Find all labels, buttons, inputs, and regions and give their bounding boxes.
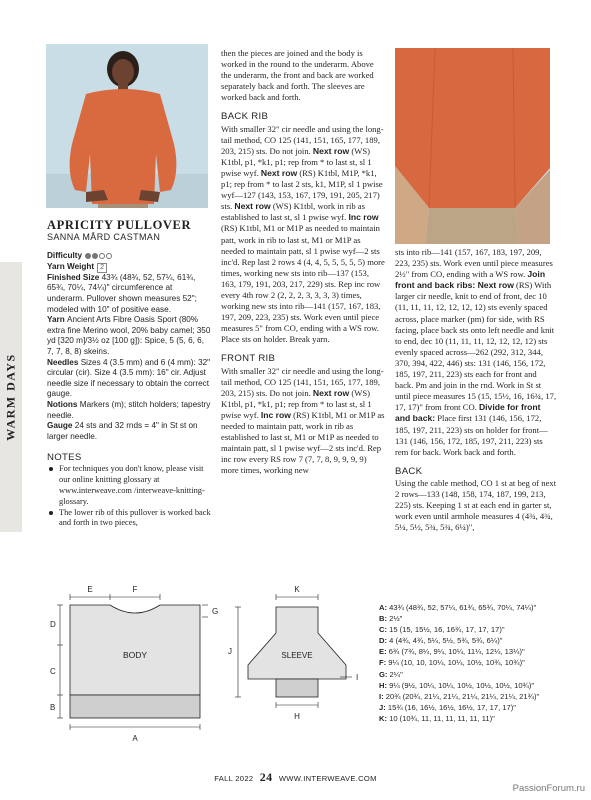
back-rib-paragraph (221, 124, 385, 346)
dim-label-i: I (356, 673, 359, 682)
dim-label-e: E (87, 585, 93, 594)
yarn-weight-icon: 2 (97, 263, 107, 273)
watermark: PassionForum.ru (512, 783, 585, 794)
measurement-key: A: (379, 603, 390, 612)
dim-label-a: A (132, 734, 138, 743)
measurement-key: E: (379, 647, 389, 657)
pattern-detail (47, 358, 211, 400)
measurement-value: 9¼ (10, 10, 10¼, 10¼, 10½, 10¾, 10¾)" (388, 658, 525, 668)
pattern-detail (47, 273, 211, 315)
dim-label-f: F (132, 585, 138, 594)
footer-website: WWW.INTERWEAVE.COM (278, 774, 377, 783)
measurement-row (379, 657, 539, 668)
dim-label-d: D (50, 620, 56, 629)
difficulty-dot (99, 253, 105, 259)
difficulty-rating (84, 251, 112, 260)
sleeve-schematic (228, 585, 358, 721)
dim-label-k: K (294, 585, 300, 594)
measurement-key: I: (379, 691, 386, 701)
note-item: The lower rib of this pullover is worked back and forth in two pieces, (47, 508, 211, 530)
difficulty-dot (92, 253, 98, 259)
note-item: For techniques you don't know, please visit our online knitting glossary at www.interweave.com /interweave-knitting-glossary. (47, 464, 211, 507)
measurement-row (379, 613, 539, 624)
pattern-detail-label: Notions (47, 399, 80, 409)
instruction-text: (RS) K1tbl, M1P, *k1, p1; rep from * to last 2 sts, k1, M1P, sl 1 pwise wyf—127 (143, 153, 167, 179, 191, 205, 217) sts. (221, 167, 383, 212)
instruction-step-label: Next row (260, 167, 298, 178)
pattern-detail (47, 315, 211, 357)
instruction-step-label: Inc row (260, 409, 291, 420)
instruction-step-label: Next row (312, 387, 350, 398)
page-number: 24 (259, 770, 273, 784)
dim-label-b: B (50, 703, 56, 712)
schematic-diagram (40, 585, 380, 760)
instruction-step-label: Next row (312, 145, 350, 156)
measurement-row (379, 713, 539, 724)
instruction-text: With smaller 32" cir needle and using the long-tail method, CO 125 (141, 151, 165, 177, 189, 203, 215) sts. Do not join. (221, 123, 384, 156)
instructions-column-3 (395, 247, 557, 533)
measurement-row (379, 669, 539, 680)
instruction-text: (WS) K1tbl, p1, *k1, p1; rep from * to last st, sl 1 pwise wyf. (221, 387, 372, 420)
measurement-key: J: (379, 702, 388, 712)
measurements-list (379, 602, 539, 724)
measurement-row (379, 646, 539, 657)
yarn-weight-line (47, 262, 211, 273)
measurement-row (379, 624, 539, 635)
measurement-value: 2½" (389, 614, 403, 624)
measurement-row (379, 602, 539, 613)
measurement-value: 20¾ (20¾, 21¼, 21¼, 21¼, 21¼, 21¼, 21¾)" (385, 691, 540, 701)
pattern-detail (47, 400, 211, 421)
instruction-text: (RS) K1tbl, M1 or M1P as needed to maintain patt, work in rib as established to last st, M1 or M1P as needed to maintain patt, sl 1 pwise wyf—2 sts inc'd. Rep inc row every RS row 7 (7, 7, 8, 9, 9, 9, 9) more times, working new (221, 409, 385, 476)
difficulty-dot (106, 253, 112, 259)
instruction-text: sts into rib—141 (157, 167, 183, 197, 209, 223, 235) sts. Work even until piece measures 2½" from CO, ending with a WS row. (395, 247, 553, 280)
measurement-value: 2¼" (389, 669, 403, 679)
pattern-details (47, 273, 211, 443)
instructions-column-2 (221, 48, 385, 476)
measurement-key: B: (379, 614, 390, 624)
front-rib-paragraph (221, 366, 385, 477)
intro-paragraph: then the pieces are joined and the body is worked in the round to the underarm. Above the underarm, the front and back are worked separately back and forth. The sleeves are worked back and forth. (221, 48, 374, 103)
section-name: WARM DAYS (3, 353, 18, 441)
measurement-value: 4 (4¾, 4¾, 5¼, 5½, 5¾, 5¾, 6¼)" (389, 636, 503, 646)
notes-heading: NOTES (47, 452, 82, 464)
measurement-value: 15¾ (16, 16½, 16½, 16½, 17, 17, 17)" (387, 702, 516, 712)
hem-detail-illustration (395, 48, 550, 244)
instruction-text: With smaller 32" cir needle and using the long-tail method, CO 125 (141, 151, 165, 177, 189, 203, 215) sts. Do not join. (221, 365, 384, 398)
pattern-detail-label: Yarn (47, 315, 68, 325)
back-paragraph: Using the cable method, CO 1 st at beg of next 2 rows—133 (148, 158, 174, 187, 199, 213, 225) sts. Keeping 1 st at each end in garter st, work even until armhole measures 4 (4¾, 4¾, 5¼, 5½, 5¾, 5¾, 6¼)", (395, 477, 557, 533)
model-photo (46, 44, 208, 208)
yarn-weight-label: Yarn Weight (47, 261, 95, 271)
designer-name: SANNA MÅRD CASTMAN (47, 232, 161, 243)
difficulty-line (47, 251, 211, 262)
pattern-detail-label: Gauge (47, 421, 75, 431)
footer-season: FALL 2022 (214, 774, 254, 783)
pattern-info-column (47, 220, 211, 529)
detail-photo (395, 48, 550, 244)
measurement-row (379, 691, 539, 702)
measurement-key: K: (379, 713, 390, 723)
measurement-row (379, 702, 539, 713)
pattern-title: APRICITY PULLOVER (47, 218, 192, 232)
notes-list (47, 464, 211, 529)
pattern-detail-text: Ancient Arts Fibre Oasis Sport (80% extra fine Merino wool, 20% baby camel; 350 yd [320 m]/3½ oz [100 g]): Spice, 5 (5, 6, 6, 7, 7, 8, 8) skeins. (47, 315, 211, 356)
dim-label-g: G (212, 607, 219, 616)
instruction-text: Place first 131 (146, 156, 172, 185, 197, 211, 223) sts on holder for front—131 (146, 156, 172, 185, 197, 211, 223) sts rem for back. Work back and forth. (395, 413, 548, 457)
measurement-key: C: (379, 625, 390, 635)
join-divide-paragraph (395, 247, 557, 458)
instruction-step-label: Inc row (348, 212, 379, 223)
pattern-detail-text: Markers (m); stitch holders; tapestry needle. (47, 399, 211, 420)
instruction-text: (RS) K1tbl, M1 or M1P as needed to maintain patt, work in rib to last st, M1 or M1P as needed to maintain patt, sl 1 pwise wyf—2 sts inc'd. Rep last 2 rows 4 (4, 4, 5, 5, 5, 5, 5) more times, working new sts into rib—137 (153, 163, 179, 191, 203, 217, 229) sts. Rep inc row every 4th row 2 (2, 2, 2, 3, 3, 3, 3) times, working new sts into rib—141 (157, 167, 183, 197, 209, 223, 235) sts. Work even until piece measures 5" from CO, ending with a WS row. Place sts on holder. Break yarn. (221, 223, 385, 345)
dim-label-j: J (228, 647, 232, 656)
back-rib-heading: BACK RIB (221, 111, 269, 123)
dim-label-h: H (294, 712, 300, 721)
difficulty-dot (85, 253, 91, 259)
back-heading: BACK (395, 465, 423, 477)
pattern-detail (47, 421, 211, 442)
body-label: BODY (122, 650, 148, 660)
dim-label-c: C (50, 667, 56, 676)
sleeve-label: SLEEVE (281, 651, 313, 660)
body-schematic (50, 585, 218, 743)
instruction-text: (RS) With larger cir needle, knit to end of front, dec 10 (11, 11, 11, 12, 12, 12, 12) sts evenly spaced across, place marker (pm) for side, with RS facing, place back sts onto left needle and knit to end, dec 10 (11, 11, 11, 12, 12, 12, 12) sts evenly spaced across—262 (292, 312, 344, 370, 394, 422, 446) sts: 131 (146, 156, 172, 185, 197, 211, 223) sts each for front and back. Pm and join in the rnd. Work in St st until piece measures 15 (15, 15½, 16, 16¾, 17, 17, 17)" from front CO. (395, 280, 557, 413)
measurement-value: 43¾ (48¾, 52, 57¼, 61¾, 65¾, 70¼, 74¼)" (389, 603, 537, 612)
page-footer (0, 770, 591, 785)
instruction-step-label: Join front and back ribs: Next row (395, 269, 546, 291)
measurement-key: G: (379, 669, 390, 679)
pattern-detail-text: 24 sts and 32 rnds = 4" in St st on larger needle. (47, 421, 198, 441)
pattern-detail-text: Sizes 4 (3.5 mm) and 6 (4 mm): 32" circular (cir). Size 4 (3.5 mm): 16" cir. Adjust needle size if necessary to obtain the correct gauge. (47, 357, 211, 399)
model-illustration (46, 44, 208, 208)
measurement-key: F: (379, 658, 389, 668)
instruction-step-label: Next row (234, 201, 271, 212)
measurement-row (379, 635, 539, 646)
measurement-row (379, 680, 539, 691)
measurement-value: 9¼ (9½, 10¼, 10¼, 10½, 10½, 10½, 10¾)" (389, 680, 535, 690)
measurement-value: 6¾ (7¾, 8¼, 9¼, 10¼, 11¼, 12¼, 13¼)" (388, 647, 525, 657)
section-side-tab (0, 262, 22, 532)
pattern-detail-label: Finished Size (47, 272, 102, 282)
difficulty-label: Difficulty (47, 251, 83, 261)
measurement-key: D: (379, 636, 390, 646)
measurement-value: 10 (10¾, 11, 11, 11, 11, 11, 11)" (389, 713, 495, 723)
instruction-text: (WS) K1tbl, p1, *k1, p1; rep from * to last st, sl 1 pwise wyf. (221, 145, 372, 178)
pattern-detail-label: Needles (47, 357, 81, 367)
measurement-key: H: (379, 680, 390, 690)
measurement-value: 15 (15, 15½, 16, 16¾, 17, 17, 17)" (389, 625, 505, 635)
instruction-text: (WS) K1tbl, work in rib as established to last st, sl 1 pwise wyf. (221, 201, 365, 223)
pattern-detail-text: 43¾ (48¾, 52, 57¼, 61¾, 65¾, 70¼, 74¼)" circumference at underarm. Pullover shown measures 52"; modeled with 10" of positive ease. (47, 272, 197, 314)
front-rib-heading: FRONT RIB (221, 353, 276, 365)
instruction-step-label: Divide for front and back: (395, 402, 541, 424)
